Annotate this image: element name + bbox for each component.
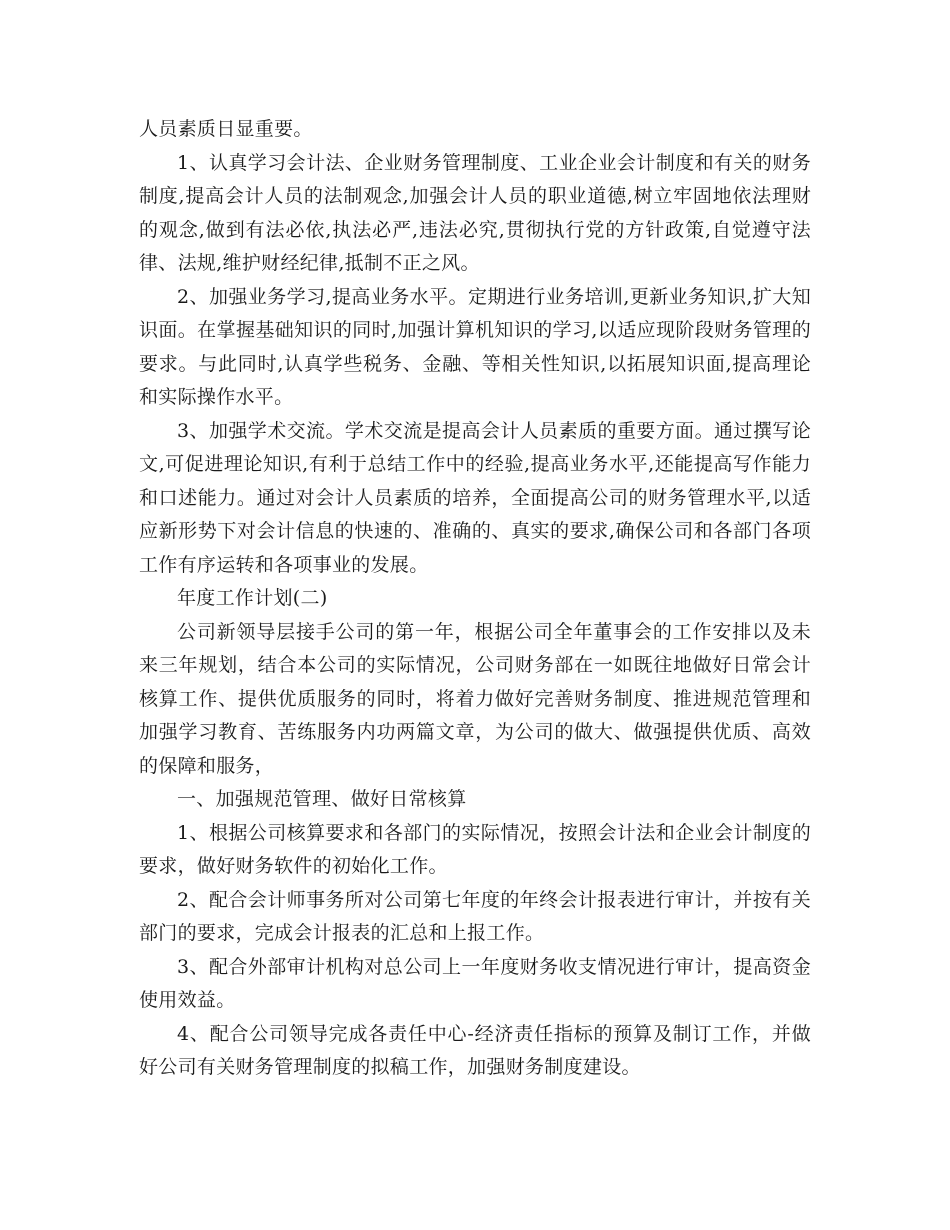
paragraph-task-3: 3、配合外部审计机构对总公司上一年度财务收支情况进行审计，提高资金使用效益。 — [139, 955, 811, 1011]
paragraph-continuation: 人员素质日显重要。 — [139, 118, 313, 140]
section-heading-plan-two: 年度工作计划(二) — [177, 587, 328, 609]
paragraph-item-3: 3、加强学术交流。学术交流是提高会计人员素质的重要方面。通过撰写论文,可促进理论知识,有利于总结工作中的经验,提高业务水平,还能提高写作能力和口述能力。通过对会计人员素质的培养，全面提高公司的财务管理水平,以适应新形势下对会计信息的快速的、准确的、真实的要求,确保公司和各部门各项工作有序运转和各项事业的发展。 — [139, 419, 811, 576]
document-body — [139, 113, 811, 1085]
paragraph-task-4: 4、配合公司领导完成各责任中心-经济责任指标的预算及制订工作，并做好公司有关财务管理制度的拟稿工作，加强财务制度建设。 — [139, 1022, 811, 1078]
paragraph-intro: 公司新领导层接手公司的第一年，根据公司全年董事会的工作安排以及未来三年规划，结合本公司的实际情况，公司财务部在一如既往地做好日常会计核算工作、提供优质服务的同时，将着力做好完善财务制度、推进规范管理和加强学习教育、苦练服务内功两篇文章，为公司的做大、做强提供优质、高效的保障和服务， — [139, 620, 811, 777]
paragraph-task-2: 2、配合会计师事务所对公司第七年度的年终会计报表进行审计，并按有关部门的要求，完成会计报表的汇总和上报工作。 — [139, 888, 811, 944]
paragraph-task-1: 1、根据公司核算要求和各部门的实际情况，按照会计法和企业会计制度的要求，做好财务软件的初始化工作。 — [139, 821, 811, 877]
paragraph-item-1: 1、认真学习会计法、企业财务管理制度、工业企业会计制度和有关的财务制度,提高会计人员的法制观念,加强会计人员的职业道德,树立牢固地依法理财的观念,做到有法必依,执法必严,违法必究,贯彻执行党的方针政策,自觉遵守法律、法规,维护财经纪律,抵制不正之风。 — [139, 151, 811, 274]
paragraph-item-2: 2、加强业务学习,提高业务水平。定期进行业务培训,更新业务知识,扩大知识面。在掌握基础知识的同时,加强计算机知识的学习,以适应现阶段财务管理的要求。与此同时,认真学些税务、金融、等相关性知识,以拓展知识面,提高理论和实际操作水平。 — [139, 285, 811, 408]
subsection-heading-one: 一、加强规范管理、做好日常核算 — [177, 788, 467, 810]
